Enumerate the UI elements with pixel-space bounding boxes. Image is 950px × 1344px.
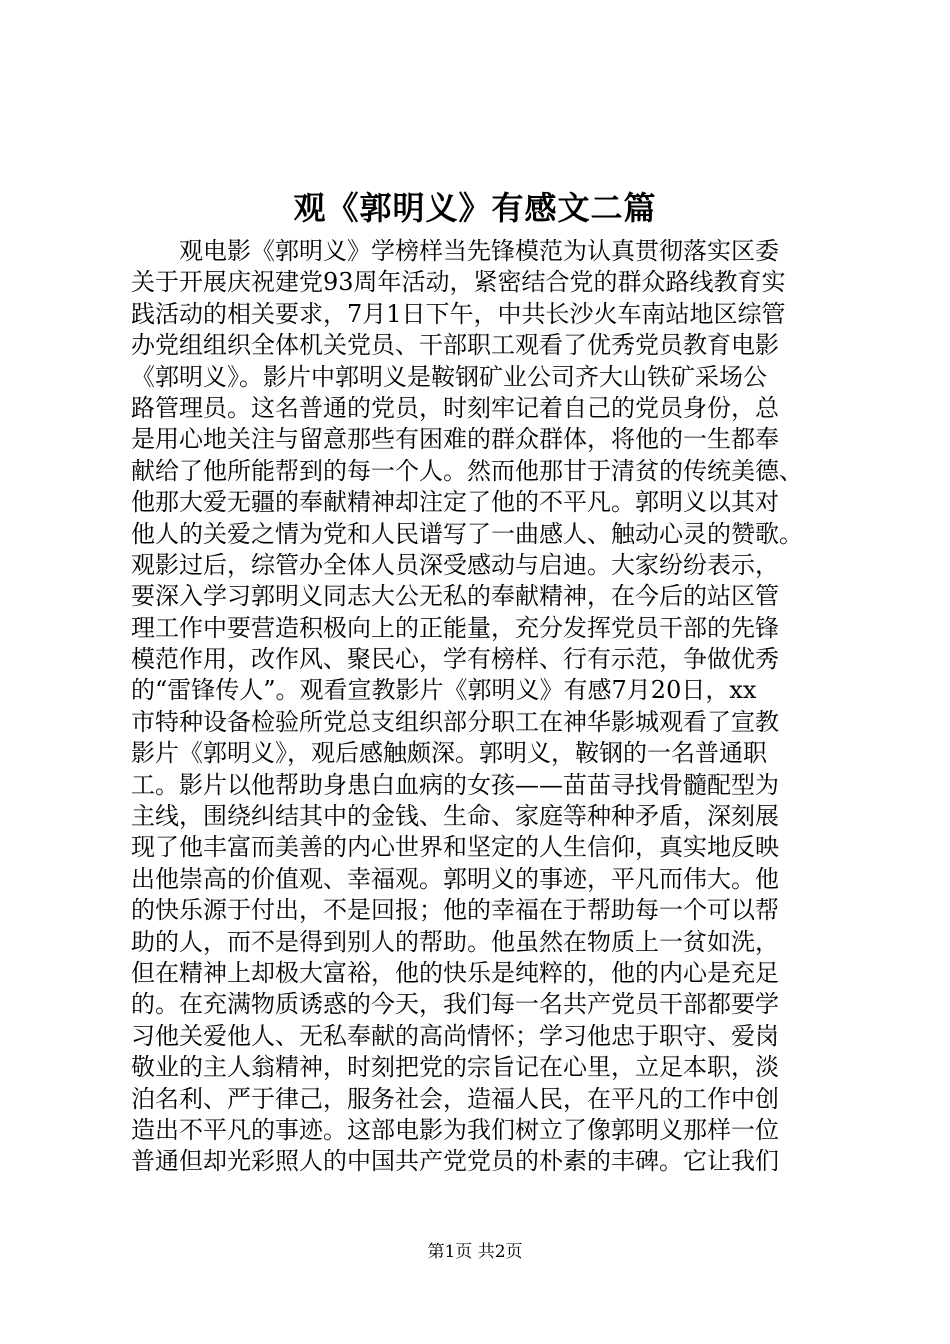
body-line: 习他关爱他人、无私奉献的高尚情怀；学习他忠于职守、爱岗: [131, 1021, 779, 1050]
body-line: 理工作中要营造积极向上的正能量，充分发挥党员干部的先锋: [131, 613, 779, 642]
body-line: 的快乐源于付出，不是回报；他的幸福在于帮助每一个可以帮: [131, 896, 779, 925]
body-line: 是用心地关注与留意那些有困难的群众群体，将他的一生都奉: [131, 425, 779, 454]
body-line: 影片《郭明义》，观后感触颇深。郭明义，鞍钢的一名普通职: [131, 739, 767, 768]
body-line: 泊名利、严于律己，服务社会，造福人民，在平凡的工作中创: [131, 1084, 779, 1113]
body-line: 观电影《郭明义》学榜样当先锋模范为认真贯彻落实区委: [131, 237, 779, 265]
body-line: 要深入学习郭明义同志大公无私的奉献精神，在今后的站区管: [131, 582, 779, 611]
document-title: 观《郭明义》有感文二篇: [293, 189, 657, 227]
body-line: 路管理员。这名普通的党员，时刻牢记着自己的党员身份，总: [131, 393, 779, 422]
body-line: 模范作用，改作风、聚民心，学有榜样、行有示范，争做优秀: [131, 645, 779, 674]
body-line: 市特种设备检验所党总支组织部分职工在神华影城观看了宣教: [131, 707, 779, 736]
body-line: 关于开展庆祝建党93周年活动，紧密结合党的群众路线教育实: [131, 268, 786, 297]
body-line: 主线，围绕纠结其中的金钱、生命、家庭等种种矛盾，深刻展: [131, 802, 779, 831]
body-line: 敬业的主人翁精神，时刻把党的宗旨记在心里，立足本职，淡: [131, 1053, 779, 1082]
body-line: 现了他丰富而美善的内心世界和坚定的人生信仰，真实地反映: [131, 833, 779, 862]
body-line: 他人的关爱之情为党和人民谱写了一曲感人、触动心灵的赞歌。: [131, 519, 803, 548]
body-line: 普通但却光彩照人的中国共产党党员的朴素的丰碑。它让我们: [131, 1147, 779, 1176]
body-line: 践活动的相关要求，7月1日下午，中共长沙火车南站地区综管: [131, 299, 786, 328]
body-line: 出他崇高的价值观、幸福观。郭明义的事迹，平凡而伟大。他: [131, 864, 779, 893]
body-line: 办党组组织全体机关党员、干部职工观看了优秀党员教育电影: [131, 331, 779, 360]
body-line: 但在精神上却极大富裕，他的快乐是纯粹的，他的内心是充足: [131, 958, 779, 987]
page-footer: 第1页 共2页: [427, 1242, 523, 1262]
body-line: 的。在充满物质诱惑的今天，我们每一名共产党员干部都要学: [131, 990, 779, 1019]
body-line: 的“雷锋传人”。观看宣教影片《郭明义》有感7月20日，xx: [131, 676, 757, 705]
body-line: 工。影片以他帮助身患白血病的女孩——苗苗寻找骨髓配型为: [131, 770, 779, 799]
body-line: 《郭明义》。影片中郭明义是鞍钢矿业公司齐大山铁矿采场公: [131, 362, 767, 391]
body-line: 助的人，而不是得到别人的帮助。他虽然在物质上一贫如洗，: [131, 927, 779, 956]
body-line: 献给了他所能帮到的每一个人。然而他那甘于清贫的传统美德、: [131, 456, 803, 485]
document-body: [131, 236, 831, 1178]
body-line: 观影过后，综管办全体人员深受感动与启迪。大家纷纷表示，: [131, 550, 779, 579]
body-line: 造出不平凡的事迹。这部电影为我们树立了像郭明义那样一位: [131, 1115, 779, 1144]
body-line: 他那大爱无疆的奉献精神却注定了他的不平凡。郭明义以其对: [131, 488, 779, 517]
